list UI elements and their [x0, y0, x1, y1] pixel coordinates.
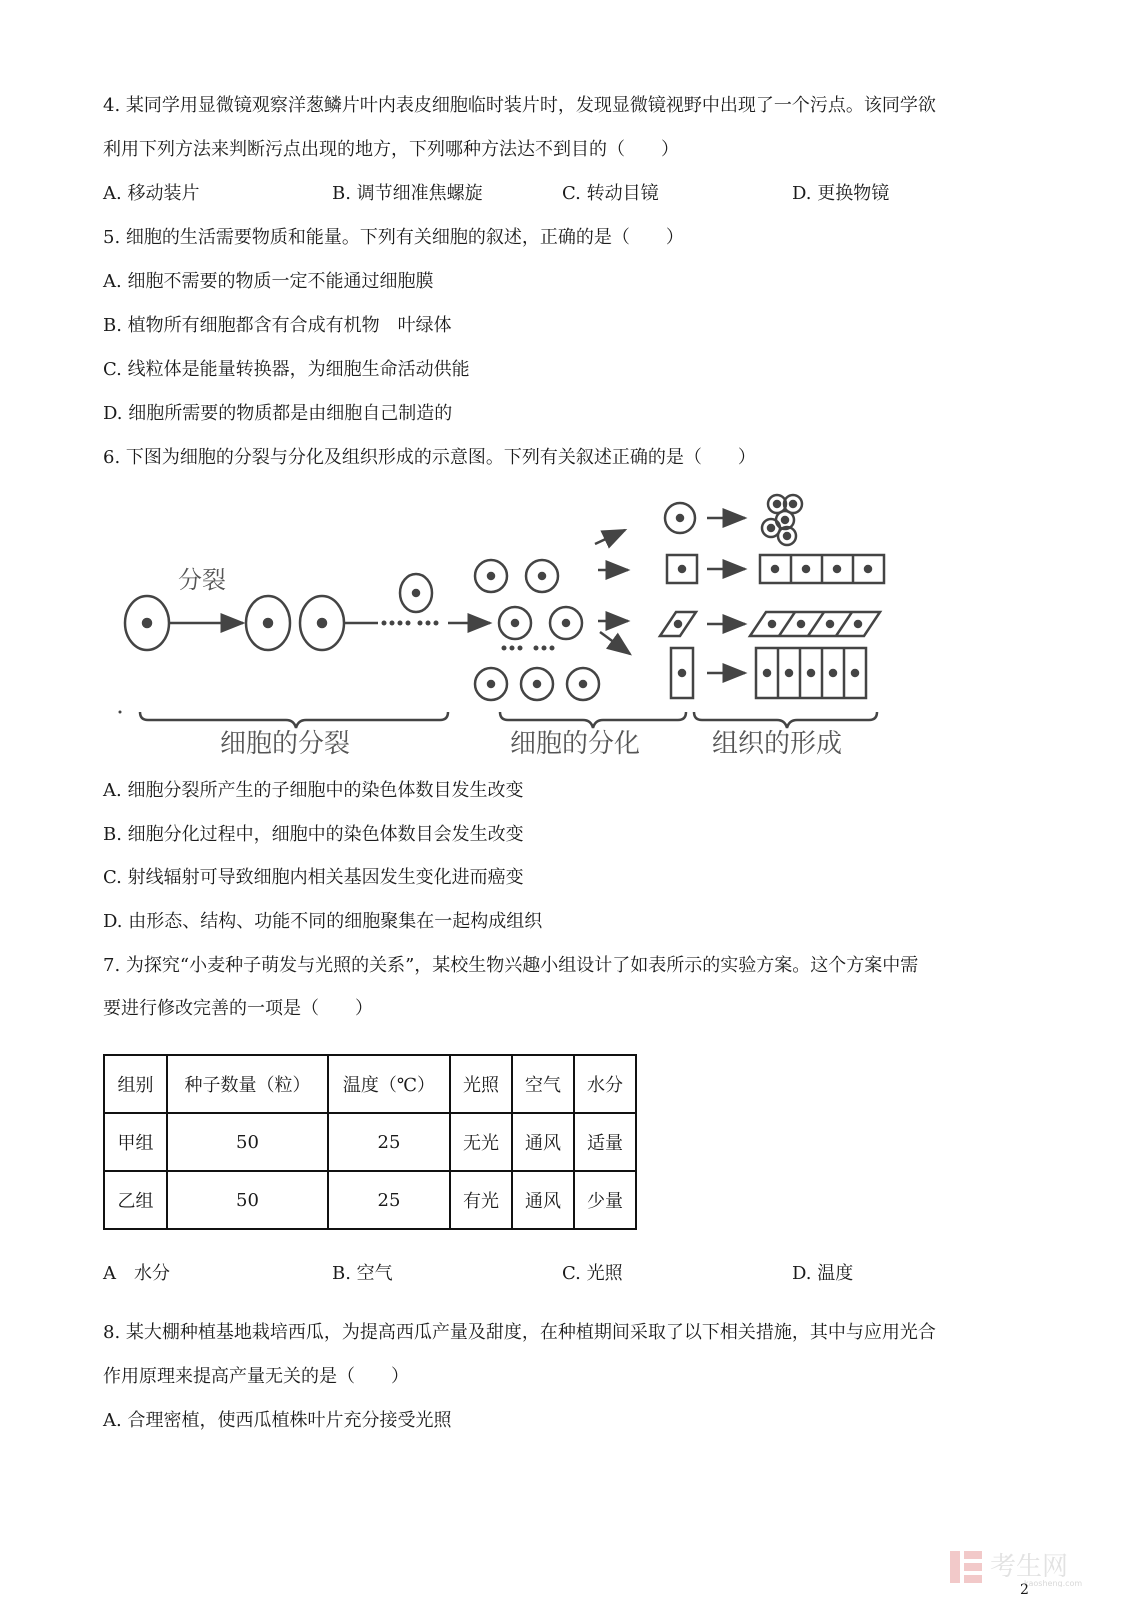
q5-option-d: D. 细胞所需要的物质都是由细胞自己制造的	[103, 403, 453, 424]
table-header: 种子数量（粒）	[167, 1055, 328, 1113]
division-arrow-label: 分裂	[178, 566, 226, 594]
q7-option-c: C. 光照	[562, 1263, 623, 1284]
table-cell: 通风	[512, 1113, 574, 1171]
table-cell: 25	[328, 1113, 450, 1171]
table-header: 水分	[574, 1055, 636, 1113]
q5-option-a: A. 细胞不需要的物质一定不能通过细胞膜	[103, 271, 434, 292]
caption-cell-differentiation: 细胞的分化	[510, 729, 641, 759]
caption-cell-division: 细胞的分裂	[220, 729, 351, 759]
q5-option-c: C. 线粒体是能量转换器，为细胞生命活动供能	[103, 359, 470, 380]
kaosheng-watermark	[950, 1547, 1110, 1587]
q8-stem-line2: 作用原理来提高产量无关的是（ ）	[103, 1366, 409, 1387]
q7-option-b: B. 空气	[332, 1263, 393, 1284]
q6-option-b: B. 细胞分化过程中，细胞中的染色体数目会发生改变	[103, 824, 524, 845]
q7-option-a: A 水分	[103, 1263, 170, 1284]
q7-option-d: D. 温度	[792, 1263, 854, 1284]
tissue-square-cells	[760, 555, 884, 583]
table-cell: 甲组	[104, 1113, 167, 1171]
table-cell: 通风	[512, 1171, 574, 1229]
table-header-row	[104, 1055, 636, 1113]
table-header: 光照	[450, 1055, 512, 1113]
table-cell: 有光	[450, 1171, 512, 1229]
q7-stem-line1: 7. 为探究“小麦种子萌发与光照的关系”，某校生物兴趣小组设计了如表所示的实验方案。这个方案中需	[103, 955, 919, 976]
table-cell: 适量	[574, 1113, 636, 1171]
q8-stem-line1: 8. 某大棚种植基地栽培西瓜，为提高西瓜产量及甜度，在种植期间采取了以下相关措施，其中与应用光合	[103, 1322, 936, 1343]
tissue-rhombus-cells	[750, 612, 880, 636]
q6-option-a: A. 细胞分裂所产生的子细胞中的染色体数目发生改变	[103, 780, 524, 801]
table-cell: 50	[167, 1171, 328, 1229]
experiment-table	[103, 1054, 637, 1230]
q7-stem-line2: 要进行修改完善的一项是（ ）	[103, 998, 373, 1019]
q4-option-b: B. 调节细准焦螺旋	[332, 183, 483, 204]
q4-stem-line2: 利用下列方法来判断污点出现的地方，下列哪种方法达不到目的（ ）	[103, 139, 679, 160]
q5-option-b: B. 植物所有细胞都含有合成有机物 叶绿体	[103, 315, 452, 336]
table-cell: 少量	[574, 1171, 636, 1229]
table-header: 组别	[104, 1055, 167, 1113]
q4-option-c: C. 转动目镜	[562, 183, 659, 204]
table-cell: 50	[167, 1113, 328, 1171]
q6-stem: 6. 下图为细胞的分裂与分化及组织形成的示意图。下列有关叙述正确的是（ ）	[103, 447, 756, 468]
q6-option-c: C. 射线辐射可导致细胞内相关基因发生变化进而癌变	[103, 867, 524, 888]
q4-option-a: A. 移动装片	[103, 183, 200, 204]
q6-option-d: D. 由形态、结构、功能不同的细胞聚集在一起构成组织	[103, 911, 543, 932]
table-header: 温度（℃）	[328, 1055, 450, 1113]
watermark-text: 考生网	[990, 1552, 1069, 1582]
watermark-sub: kaosheng.com	[1024, 1579, 1083, 1587]
page-number: 2	[1020, 1582, 1029, 1598]
table-cell: 无光	[450, 1113, 512, 1171]
tissue-round-cells	[762, 495, 802, 545]
table-row	[104, 1171, 636, 1229]
q4-option-d: D. 更换物镜	[792, 183, 890, 204]
table-cell: 25	[328, 1171, 450, 1229]
table-row	[104, 1113, 636, 1171]
table-cell: 乙组	[104, 1171, 167, 1229]
caption-tissue-formation: 组织的形成	[712, 729, 843, 759]
q4-stem-line1: 4. 某同学用显微镜观察洋葱鳞片叶内表皮细胞临时装片时，发现显微镜视野中出现了一个污点。该同学欲	[103, 95, 936, 116]
q5-stem: 5. 细胞的生活需要物质和能量。下列有关细胞的叙述，正确的是（ ）	[103, 227, 684, 248]
q8-option-a: A. 合理密植，使西瓜植株叶片充分接受光照	[103, 1410, 452, 1431]
tissue-column-cells	[756, 648, 866, 698]
table-header: 空气	[512, 1055, 574, 1113]
cell-division-differentiation-diagram	[0, 490, 1131, 780]
